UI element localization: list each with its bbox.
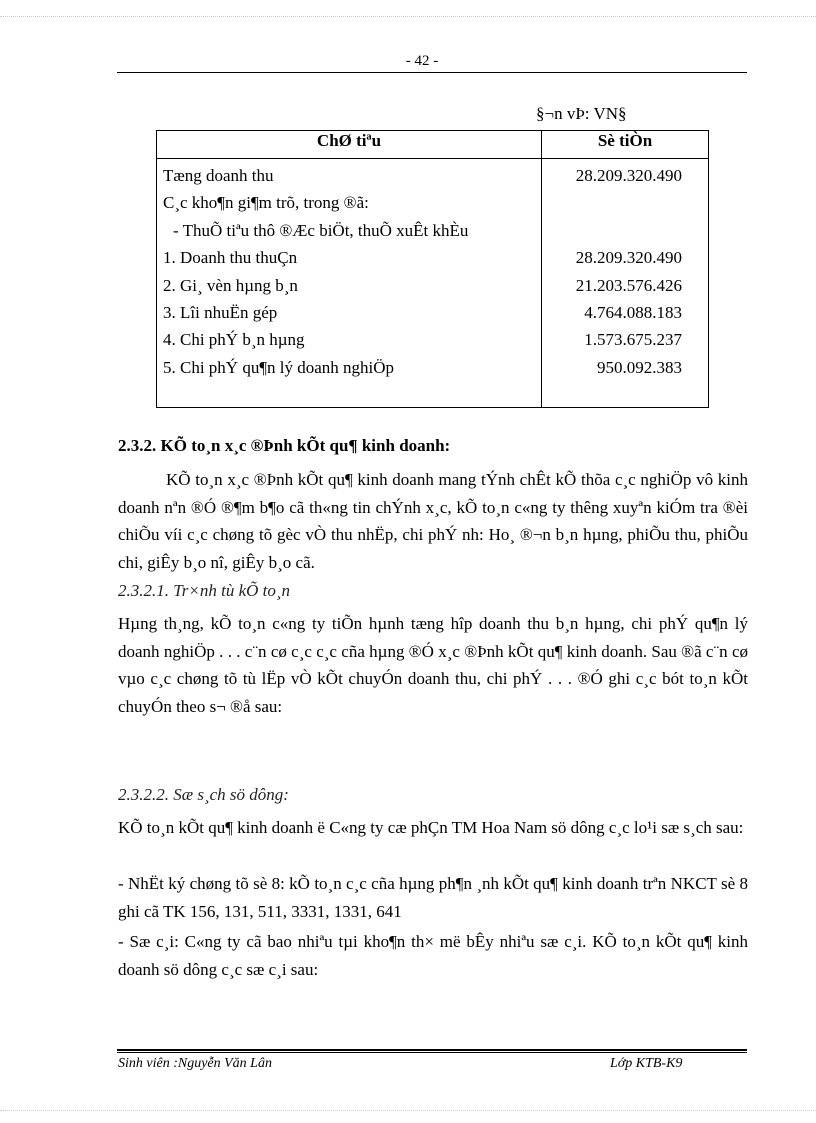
- row-value: 1.573.675.237: [584, 330, 682, 350]
- paragraph: KÕ to¸n kÕt qu¶ kinh doanh ë C«ng ty cæ phÇn TM Hoa Nam sö dông c¸c lo¹i sæ s¸ch sau:: [118, 818, 744, 837]
- table-body-row: [157, 159, 709, 408]
- row-value: 950.092.383: [597, 357, 682, 377]
- page-border-bottom: [0, 1110, 816, 1111]
- footer-rule: [117, 1052, 747, 1053]
- paragraph: KÕ to¸n x¸c ®Þnh kÕt qu¶ kinh doanh mang tÝnh chÊt kÕ thõa c¸c nghiÖp vô kinh doanh nªn ®Ó ®¶m b¶o cã th«ng tin chÝnh x¸c, kÕ to¸n c«ng ty thêng xuyªn kiÓm tra ®èi chiÕu víi c¸c chøng tõ gèc vÒ thu nhËp, chi phÝ nh: Ho¸ ®¬n b¸n hµng, phiÕu thu, phiÕu chi, giÊy b¸o nî, giÊy b¸o cã.: [118, 470, 748, 572]
- page-number: - 42 -: [405, 53, 439, 69]
- row-label: 5. Chi phÝ qu¶n lý doanh nghiÖp: [163, 357, 395, 377]
- row-value: [548, 189, 702, 216]
- row-value: 28.209.320.490: [575, 248, 682, 268]
- section-heading: 2.3.2. KÕ to¸n x¸c ®Þnh kÕt qu¶ kinh doanh:: [118, 436, 451, 455]
- table-header-row: [157, 131, 709, 159]
- row-label: 1. Doanh thu thuÇn: [163, 248, 298, 268]
- row-label: Tæng doanh thu: [163, 166, 274, 185]
- row-label: 3. Lîi nhuËn gép: [163, 302, 278, 322]
- page-border-top: [0, 16, 816, 17]
- row-label: C¸c kho¶n gi¶m trõ, trong ®ã:: [163, 193, 369, 213]
- column-header-indicator: ChØ tiªu: [157, 131, 542, 159]
- row-value: 4.764.088.183: [584, 302, 682, 322]
- paragraph: Hµng th¸ng, kÕ to¸n c«ng ty tiÕn hµnh tæng hîp doanh thu b¸n hµng, chi phÝ qu¶n lý doanh nghiÖp . . . c¨n cø c¸c c¸c cña hµng ®Ó x¸c ®Þnh kÕt qu¶ kinh doanh. Sau ®ã c¨n cø vµo c¸c chøng tõ tù lËp vÒ kÕt chuyÓn doanh thu, chi phÝ . . . ®Ó ghi c¸c bót to¸n kÕt chuyÓn theo s¬ ®å sau:: [118, 614, 748, 716]
- row-value: 21.203.576.426: [575, 275, 682, 295]
- indicator-cell: [157, 159, 542, 408]
- column-header-amount: Sè tiÒn: [542, 131, 709, 159]
- footer-rule: [117, 1049, 747, 1051]
- paragraph: - Sæ c¸i: C«ng ty cã bao nhiªu tµi kho¶n th× më bÊy nhiªu sæ c¸i. KÕ to¸n kÕt qu¶ kinh doanh sö dông c¸c sæ c¸i sau:: [118, 932, 748, 979]
- footer-class: Lớp KTB-K9: [610, 1056, 683, 1071]
- row-value: [548, 217, 702, 244]
- subsection-heading: 2.3.2.2. Sæ s¸ch sö dông:: [118, 785, 289, 804]
- paragraph: - NhËt ký chøng tõ sè 8: kÕ to¸n c¸c cña hµng ph¶n ¸nh kÕt qu¶ kinh doanh trªn NKCT sè 8 ghi cã TK 156, 131, 511, 3331, 1331, 641: [118, 874, 748, 921]
- row-value: 28.209.320.490: [575, 166, 682, 185]
- row-label: - ThuÕ tiªu thô ®Æc biÖt, thuÕ xuÊt khÈu: [173, 220, 469, 240]
- unit-label: §¬n vÞ: VN§: [536, 104, 627, 123]
- footer-student-name: Sinh viên :Nguyễn Văn Lân: [118, 1056, 272, 1071]
- row-label: 2. Gi¸ vèn hµng b¸n: [163, 275, 298, 295]
- amount-cell: [542, 159, 709, 408]
- income-table: [156, 130, 709, 408]
- row-label: 4. Chi phÝ b¸n hµng: [163, 330, 305, 350]
- subsection-heading: 2.3.2.1. Tr×nh tù kÕ to¸n: [118, 581, 291, 600]
- header-rule: [117, 72, 747, 73]
